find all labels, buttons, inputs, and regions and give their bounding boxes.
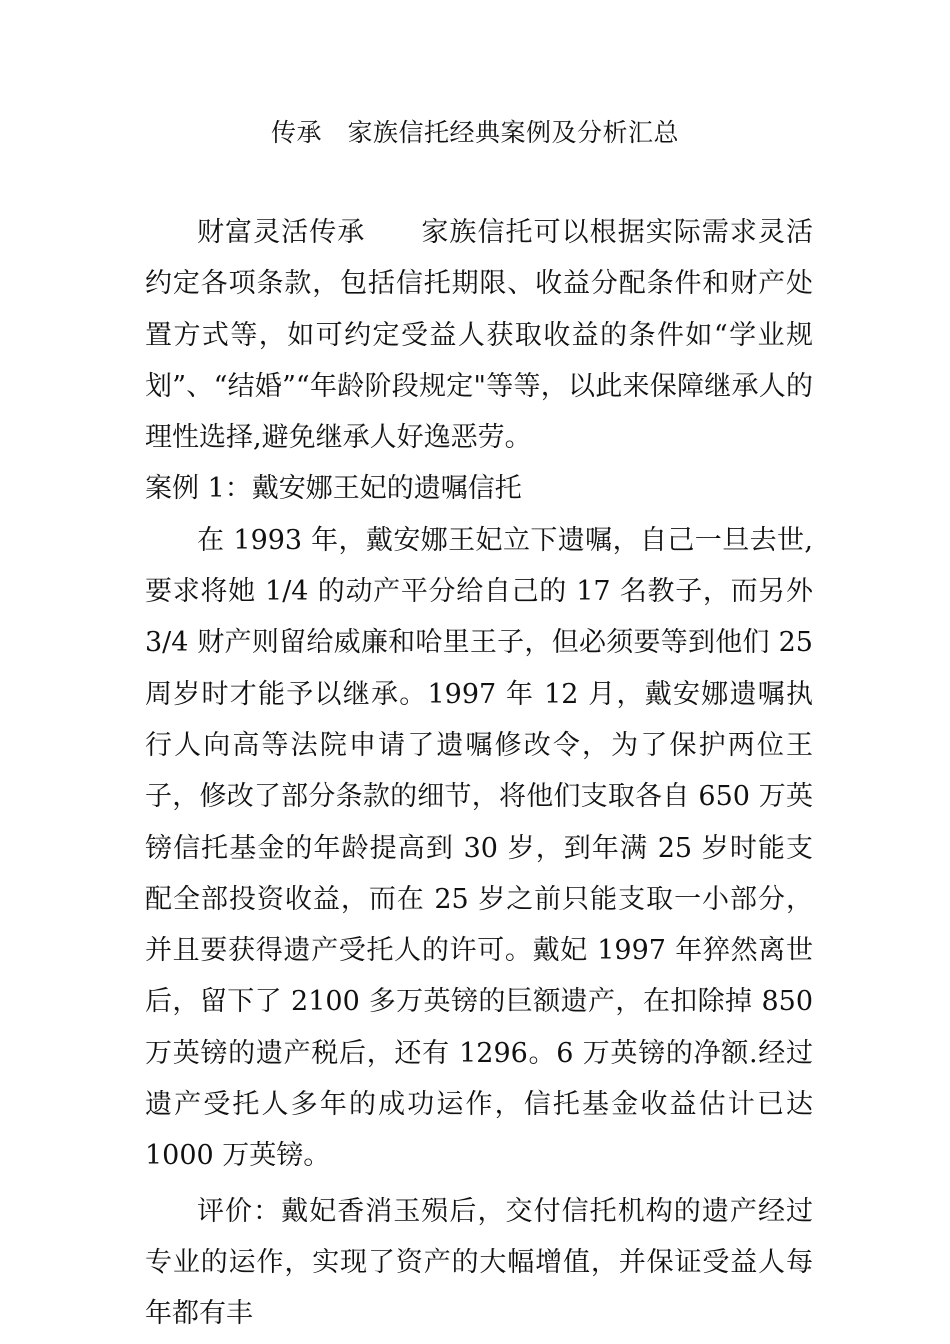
intro-paragraph: 财富灵活传承 家族信托可以根据实际需求灵活约定各项条款，包括信托期限、收益分配条件和财产处置方式等，如可约定受益人获取收益的条件如“学业规划”、“结婚”“年龄阶段规定"等等，以此来保障继承人的理性选择,避免继承人好逸恶劳。 bbox=[145, 217, 813, 454]
document-title: 传承 家族信托经典案例及分析汇总 bbox=[270, 118, 679, 147]
case-body-paragraph: 在 1993 年，戴安娜王妃立下遗嘱，自己一旦去世,要求将她 1/4 的动产平分给自己的 17 名教子，而另外 3/4 财产则留给威廉和哈里王子，但必须要等到他们 25 周岁时才能予以继承。1997 年 12 月，戴安娜遗嘱执行人向高等法院申请了遗嘱修改令，为了保护两位王子，修改了部分条款的细节，将他们支取各自 650 万英镑信托基金的年龄提高到 30 岁，到年满 25 岁时能支配全部投资收益，而在 25 岁之前只能支取一小部分，并且要获得遗产受托人的许可。戴妃 1997 年猝然离世后，留下了 2100 多万英镑的巨额遗产，在扣除掉 850 万英镑的遗产税后，还有 1296。6 万英镑的净额.经过遗产受托人多年的成功运作，信托基金收益估计已达 1000 万英镑。 bbox=[145, 524, 822, 1172]
case-heading: 案例 1：戴安娜王妃的遗嘱信托 bbox=[145, 473, 522, 505]
review-paragraph: 评价：戴妃香消玉殒后，交付信托机构的遗产经过专业的运作，实现了资产的大幅增值，并保证受益人每年都有丰 bbox=[145, 1195, 813, 1330]
document-body bbox=[145, 207, 822, 1340]
